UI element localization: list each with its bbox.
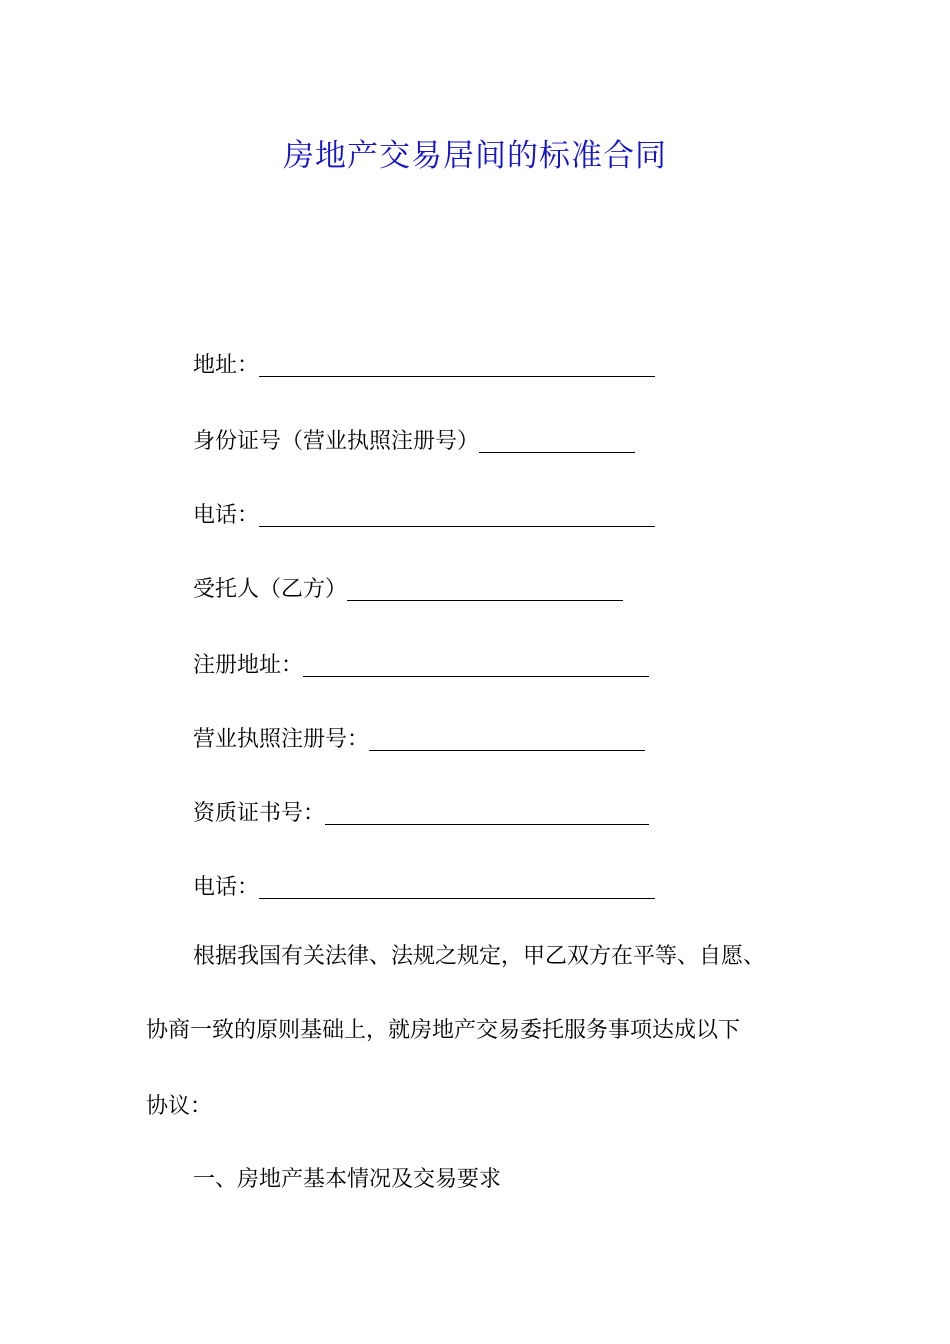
- qualification-number-blank[interactable]: [325, 802, 649, 825]
- section-heading: 一、房地产基本情况及交易要求: [193, 1167, 502, 1192]
- registered-address-field: [193, 644, 649, 680]
- id-number-label: 身份证号（营业执照注册号）: [193, 429, 480, 454]
- preamble-line-1: 根据我国有关法律、法规之规定，甲乙双方在平等、自愿、: [193, 944, 766, 969]
- phone-label-b: 电话：: [193, 875, 260, 900]
- license-number-blank[interactable]: [369, 728, 645, 751]
- address-label: 地址：: [193, 353, 260, 378]
- phone-field-a: [193, 494, 655, 530]
- trustee-blank[interactable]: [347, 578, 623, 601]
- qualification-number-label: 资质证书号：: [193, 801, 326, 826]
- phone-blank-a[interactable]: [259, 504, 655, 527]
- id-number-field: [193, 420, 635, 456]
- address-blank[interactable]: [259, 354, 655, 377]
- preamble-line-3: 协议：: [146, 1094, 213, 1119]
- qualification-number-field: [193, 792, 649, 828]
- address-field: [193, 344, 655, 380]
- license-number-label: 营业执照注册号：: [193, 727, 370, 752]
- license-number-field: [193, 718, 645, 754]
- trustee-field: [193, 568, 623, 604]
- registered-address-blank[interactable]: [303, 654, 649, 677]
- id-number-blank[interactable]: [479, 430, 635, 453]
- preamble-line-2: 协商一致的原则基础上，就房地产交易委托服务事项达成以下: [146, 1018, 741, 1043]
- phone-field-b: [193, 866, 655, 902]
- phone-blank-b[interactable]: [259, 876, 655, 899]
- phone-label-a: 电话：: [193, 503, 260, 528]
- document-title: 房地产交易居间的标准合同: [283, 138, 667, 174]
- registered-address-label: 注册地址：: [193, 653, 304, 678]
- trustee-label: 受托人（乙方）: [193, 577, 348, 602]
